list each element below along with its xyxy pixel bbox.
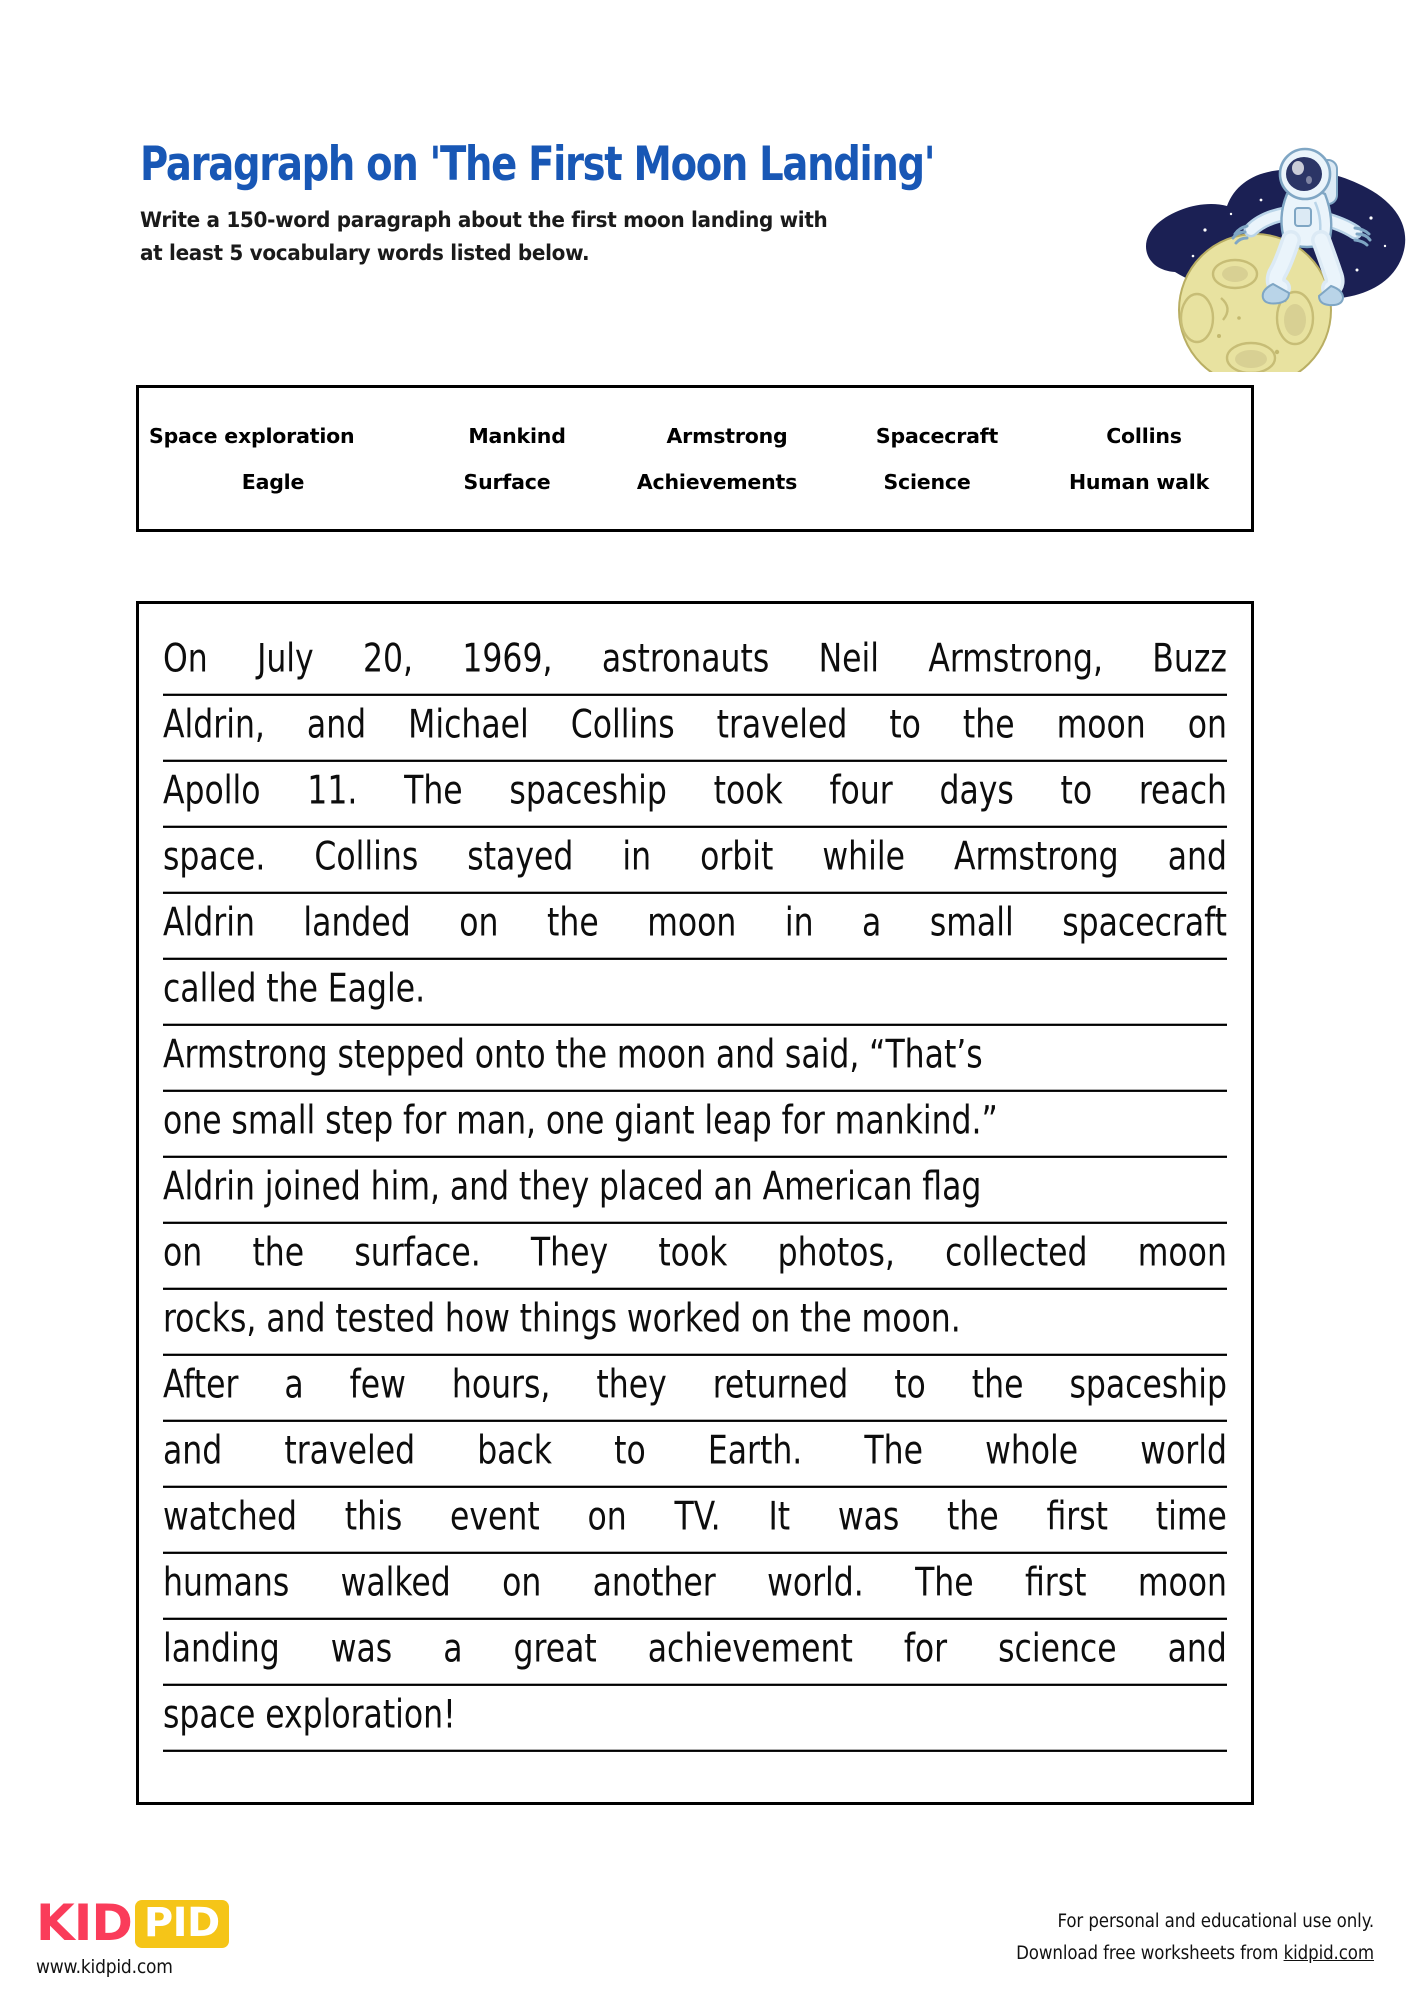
answer-line xyxy=(163,886,1227,960)
worksheet-header xyxy=(140,137,1170,271)
answer-word: moon xyxy=(647,900,737,946)
footer-logo xyxy=(36,1890,296,1978)
answer-line xyxy=(163,688,1227,762)
answer-line xyxy=(163,622,1227,696)
footer-note-prefix: Download free worksheets from xyxy=(1016,1942,1284,1964)
answer-word: one xyxy=(545,1098,605,1144)
answer-word: Collins xyxy=(570,702,675,748)
answer-word: great xyxy=(513,1626,597,1672)
vocabulary-row xyxy=(139,424,1251,448)
answer-word: the xyxy=(252,1230,305,1276)
answer-line xyxy=(163,1282,1227,1356)
answer-word: a xyxy=(862,900,882,946)
footer-website-url: www.kidpid.com xyxy=(36,1956,173,1978)
answer-word: “That’s xyxy=(869,1032,983,1078)
answer-line xyxy=(163,1348,1227,1422)
answer-word: Apollo xyxy=(163,768,261,814)
answer-word: on xyxy=(1187,702,1227,748)
logo-pid-text: PID xyxy=(143,1900,220,1946)
answer-word: flag xyxy=(922,1164,982,1210)
answer-word: how xyxy=(444,1296,510,1342)
answer-word: first xyxy=(1046,1494,1108,1540)
answer-word: 1969, xyxy=(462,636,553,682)
vocabulary-word: Mankind xyxy=(468,423,566,448)
answer-word: they xyxy=(518,1164,590,1210)
answer-word: and xyxy=(449,1164,510,1210)
answer-word: photos, xyxy=(777,1230,895,1276)
answer-word: mankind.” xyxy=(834,1098,998,1144)
answer-word: collected xyxy=(945,1230,1088,1276)
logo-kid-text: KID xyxy=(36,1894,132,1952)
answer-word: Armstrong, xyxy=(928,636,1103,682)
answer-word: TV. xyxy=(674,1494,721,1540)
stars-group xyxy=(1192,199,1387,290)
vocabulary-word: Eagle xyxy=(241,469,305,494)
answer-word: giant xyxy=(614,1098,695,1144)
answer-word: to xyxy=(894,1362,926,1408)
answer-word: watched xyxy=(163,1494,298,1540)
answer-paragraph-box[interactable] xyxy=(136,601,1254,1805)
answer-word: while xyxy=(822,834,905,880)
answer-word: in xyxy=(784,900,814,946)
footer-kidpid-link[interactable]: kidpid.com xyxy=(1283,1942,1374,1964)
answer-word: the xyxy=(266,966,318,1012)
answer-word: man, xyxy=(456,1098,537,1144)
answer-word: things xyxy=(519,1296,618,1342)
answer-word: Earth. xyxy=(707,1428,803,1474)
answer-word: spaceship xyxy=(1069,1362,1227,1408)
answer-word: joined xyxy=(264,1164,361,1210)
answer-word: was xyxy=(330,1626,393,1672)
answer-word: on xyxy=(502,1560,542,1606)
answer-word: worked xyxy=(626,1296,742,1342)
answer-word: on xyxy=(163,1230,203,1276)
answer-line xyxy=(163,1414,1227,1488)
answer-line xyxy=(163,1150,1227,1224)
answer-line xyxy=(163,1480,1227,1554)
answer-word: leap xyxy=(704,1098,772,1144)
answer-word: a xyxy=(443,1626,463,1672)
answer-word: and xyxy=(306,702,367,748)
logo-pid-badge xyxy=(135,1900,229,1948)
answer-word: for xyxy=(403,1098,447,1144)
vocabulary-row xyxy=(139,470,1251,494)
footer-note-line2 xyxy=(1016,1938,1374,1970)
answer-word: surface. xyxy=(354,1230,481,1276)
answer-word: one xyxy=(163,1098,222,1144)
answer-word: few xyxy=(349,1362,406,1408)
answer-word: rocks, xyxy=(163,1296,257,1342)
answer-word: July xyxy=(257,636,314,682)
vocabulary-word: Science xyxy=(883,469,971,494)
vocabulary-word: Achievements xyxy=(636,469,798,494)
answer-line xyxy=(163,952,1227,1026)
answer-word: moon xyxy=(616,1032,707,1078)
answer-line xyxy=(163,820,1227,894)
answer-word: The xyxy=(915,1560,974,1606)
answer-word: space xyxy=(163,1692,256,1738)
answer-word: to xyxy=(889,702,921,748)
page-title: Paragraph on 'The First Moon Landing' xyxy=(140,137,935,192)
answer-word: on xyxy=(459,900,499,946)
answer-word: Armstrong xyxy=(954,834,1119,880)
answer-line xyxy=(163,1216,1227,1290)
answer-word: and xyxy=(715,1032,776,1078)
answer-word: small xyxy=(231,1098,316,1144)
answer-word: On xyxy=(163,636,208,682)
answer-word: Aldrin xyxy=(163,1164,255,1210)
footer-note-line1: For personal and educational use only. xyxy=(1057,1911,1374,1932)
answer-word: an xyxy=(713,1164,753,1210)
answer-word: Buzz xyxy=(1152,636,1227,682)
answer-word: to xyxy=(614,1428,646,1474)
answer-word: spaceship xyxy=(509,768,667,814)
answer-word: said, xyxy=(784,1032,860,1078)
answer-word: event xyxy=(450,1494,540,1540)
answer-word: moon. xyxy=(861,1296,961,1342)
moon-graphic xyxy=(1179,234,1331,372)
answer-word: him, xyxy=(370,1164,441,1210)
answer-word: orbit xyxy=(700,834,774,880)
answer-word: humans xyxy=(163,1560,290,1606)
answer-word: moon xyxy=(1137,1230,1227,1276)
answer-word: four xyxy=(829,768,893,814)
answer-word: the xyxy=(800,1296,852,1342)
answer-word: and xyxy=(1167,834,1227,880)
answer-word: hours, xyxy=(451,1362,551,1408)
answer-word: traveled xyxy=(716,702,848,748)
answer-line xyxy=(163,1084,1227,1158)
answer-word: tested xyxy=(335,1296,436,1342)
answer-word: days xyxy=(939,768,1014,814)
answer-word: they xyxy=(596,1362,667,1408)
answer-word: on xyxy=(751,1296,791,1342)
answer-word: the xyxy=(971,1362,1024,1408)
answer-word: walked xyxy=(340,1560,451,1606)
answer-word: the xyxy=(555,1032,608,1078)
answer-word: space. xyxy=(163,834,266,880)
answer-word: It xyxy=(768,1494,791,1540)
answer-word: After xyxy=(163,1362,239,1408)
answer-word: They xyxy=(530,1230,609,1276)
vocabulary-box xyxy=(136,385,1254,532)
answer-word: took xyxy=(658,1230,728,1276)
answer-word: Aldrin xyxy=(163,900,255,946)
answer-word: to xyxy=(1060,768,1093,814)
answer-word: took xyxy=(713,768,783,814)
answer-word: The xyxy=(864,1428,923,1474)
answer-word: exploration! xyxy=(265,1692,456,1738)
astronaut-on-moon-illustration xyxy=(1135,122,1414,372)
answer-word: spacecraft xyxy=(1062,900,1227,946)
answer-word: and xyxy=(1167,1626,1227,1672)
answer-word: world xyxy=(1140,1428,1227,1474)
answer-word: 11. xyxy=(307,768,358,814)
answer-word: moon xyxy=(1137,1560,1227,1606)
answer-word: moon xyxy=(1056,702,1146,748)
answer-word: this xyxy=(344,1494,403,1540)
answer-word: Neil xyxy=(818,636,879,682)
answer-line xyxy=(163,1546,1227,1620)
answer-word: landing xyxy=(163,1626,280,1672)
answer-word: was xyxy=(837,1494,900,1540)
answer-word: a xyxy=(284,1362,304,1408)
answer-word: astronauts xyxy=(601,636,770,682)
kidpid-logo xyxy=(36,1890,296,1952)
answer-word: world. xyxy=(767,1560,864,1606)
answer-word: and xyxy=(266,1296,326,1342)
vocabulary-word: Space exploration xyxy=(149,423,355,448)
answer-word: for xyxy=(903,1626,948,1672)
answer-word: and xyxy=(163,1428,223,1474)
answer-word: The xyxy=(404,768,463,814)
answer-word: American xyxy=(762,1164,913,1210)
answer-word: Armstrong xyxy=(163,1032,328,1078)
answer-word: onto xyxy=(474,1032,546,1078)
answer-word: the xyxy=(947,1494,999,1540)
answer-word: first xyxy=(1024,1560,1087,1606)
answer-word: Michael xyxy=(408,702,529,748)
answer-word: for xyxy=(781,1098,825,1144)
answer-line xyxy=(163,754,1227,828)
answer-word: 20, xyxy=(363,636,414,682)
vocabulary-word: Spacecraft xyxy=(875,423,999,448)
answer-word: on xyxy=(587,1494,627,1540)
answer-word: placed xyxy=(599,1164,704,1210)
answer-line xyxy=(163,1612,1227,1686)
answer-word: called xyxy=(163,966,257,1012)
vocabulary-word: Collins xyxy=(1106,423,1182,448)
astronaut-graphic xyxy=(1233,149,1370,305)
space-blob xyxy=(1146,170,1405,301)
answer-word: landed xyxy=(303,900,411,946)
answer-word: the xyxy=(547,900,599,946)
answer-word: achievement xyxy=(647,1626,853,1672)
worksheet-instructions: Write a 150-word paragraph about the first moon landing with at least 5 vocabulary words listed below. xyxy=(140,208,828,267)
answer-word: traveled xyxy=(284,1428,416,1474)
answer-word: Eagle. xyxy=(327,966,426,1012)
vocabulary-word: Armstrong xyxy=(666,423,788,448)
answer-word: small xyxy=(929,900,1014,946)
answer-word: reach xyxy=(1138,768,1227,814)
answer-word: stayed xyxy=(467,834,574,880)
answer-word: time xyxy=(1155,1494,1227,1540)
footer-usage-note xyxy=(1016,1906,1374,1970)
answer-line xyxy=(163,1018,1227,1092)
answer-word: another xyxy=(592,1560,716,1606)
answer-word: step xyxy=(325,1098,394,1144)
answer-word: back xyxy=(477,1428,553,1474)
answer-word: returned xyxy=(712,1362,849,1408)
answer-word: Aldrin, xyxy=(163,702,265,748)
answer-word: the xyxy=(962,702,1015,748)
answer-word: whole xyxy=(985,1428,1079,1474)
vocabulary-word: Human walk xyxy=(1068,469,1210,494)
answer-word: Collins xyxy=(314,834,419,880)
answer-word: science xyxy=(998,1626,1117,1672)
answer-word: in xyxy=(622,834,652,880)
answer-word: stepped xyxy=(337,1032,465,1078)
answer-line xyxy=(163,1678,1227,1752)
vocabulary-word: Surface xyxy=(463,469,551,494)
